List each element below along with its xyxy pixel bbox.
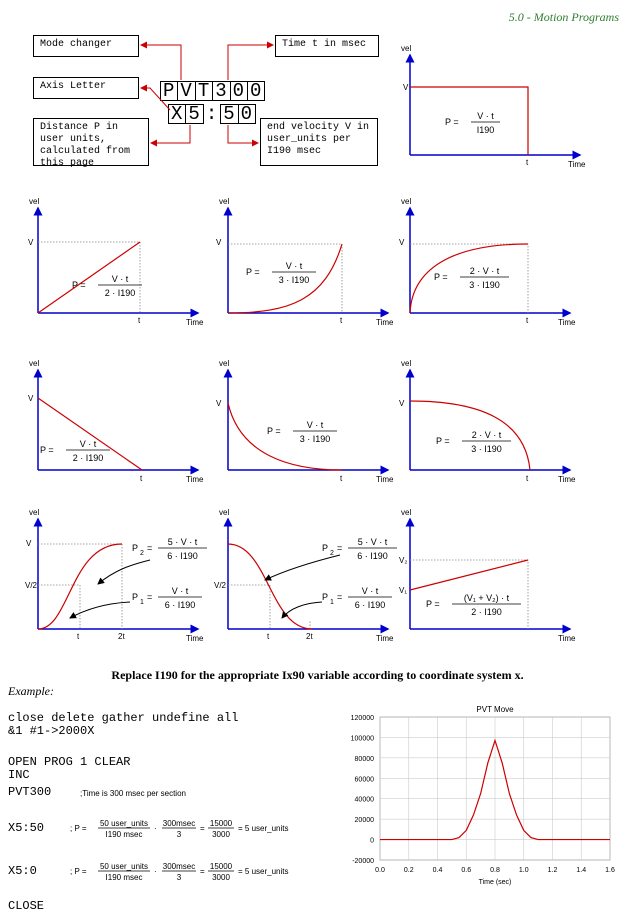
t-label: t	[526, 316, 529, 325]
formula-den: 3 · I190	[469, 280, 500, 290]
formula-p10	[426, 593, 521, 617]
vel-label: vel	[29, 359, 40, 368]
v-half-label: V/2	[214, 581, 227, 590]
replace-note: Replace I190 for the appropriate Ix90 variable according to coordinate system x.	[111, 668, 524, 682]
formula-lhs: P	[322, 543, 329, 553]
formula-den: 3 · I190	[471, 444, 502, 454]
graph-decel-up	[399, 197, 576, 327]
calc-op: ·	[154, 824, 157, 833]
two-t-label: 2t	[118, 632, 125, 641]
graph-accel-down	[399, 359, 576, 484]
arrow-p1	[70, 602, 130, 618]
v-label: V	[26, 539, 32, 548]
cmd-char: 5	[220, 104, 238, 124]
code-line-5: PVT300	[8, 785, 52, 799]
formula-lhs: P =	[267, 426, 281, 436]
vel-label: vel	[401, 44, 412, 53]
y-tick-label: 120000	[350, 715, 374, 722]
formula-lhs: P	[322, 592, 329, 602]
calc-num: 50 user_units	[99, 862, 149, 871]
calc-num: 50 user_units	[99, 819, 149, 828]
formula-lhs: P =	[436, 436, 450, 446]
calc-num: 300msec	[162, 819, 196, 828]
formula-num: V · t	[79, 439, 97, 449]
time-label: Time	[186, 634, 204, 643]
y-tick-label: 40000	[354, 796, 374, 804]
arrow-p2	[265, 555, 340, 580]
code-line-7: X5:0	[8, 864, 37, 878]
formula-sub: 1	[330, 599, 334, 606]
vel-label: vel	[219, 197, 230, 206]
graph-s-curve-down	[214, 508, 397, 643]
x-tick-label: 1.2	[547, 867, 558, 874]
formula-den: I190	[476, 125, 495, 135]
cmd-char: 0	[230, 81, 248, 101]
x-tick-label: 0.6	[461, 867, 472, 874]
formula-den: 6 · I190	[354, 600, 386, 610]
y-tick-label: 100000	[350, 735, 374, 743]
x-tick-label: 0.2	[403, 867, 414, 874]
t-label: t	[526, 474, 529, 483]
t-label: t	[77, 632, 80, 641]
formula-lhs: P =	[246, 267, 260, 277]
formula-p6	[267, 420, 337, 444]
calc-num: 15000	[209, 862, 233, 871]
vel-label: vel	[401, 359, 412, 368]
t-label: t	[138, 316, 141, 325]
formula-p4	[434, 266, 509, 290]
formula-p9b	[322, 586, 392, 610]
formula-den: 2 · I190	[72, 453, 104, 463]
v-label: V	[399, 399, 405, 408]
y-tick-label: 0	[370, 837, 374, 845]
vel-label: vel	[401, 197, 412, 206]
guide-line	[38, 585, 80, 629]
y-tick-label: 80000	[354, 755, 374, 763]
graph-ramp-up	[28, 197, 204, 327]
code-line-8: CLOSE	[8, 899, 45, 913]
formula-sub: 2	[140, 550, 144, 557]
formula-lhs: P =	[426, 599, 440, 609]
example-label: Example:	[8, 684, 54, 698]
cmd-char: X	[168, 104, 186, 124]
graph-constant	[401, 44, 586, 169]
t-label: t	[267, 632, 270, 641]
v2-label: V₂	[399, 556, 408, 565]
v-label: V	[403, 83, 409, 92]
code-line-1: close delete gather undefine all	[8, 711, 239, 725]
cmd-char: P	[160, 81, 178, 101]
y-tick-label: 20000	[354, 817, 374, 825]
x-tick-label: 0.8	[490, 867, 500, 874]
code-line-6: X5:50	[8, 821, 45, 835]
time-label: Time	[376, 475, 394, 484]
v-half-label: V/2	[25, 581, 38, 590]
velocity-curve	[410, 401, 530, 470]
time-label: Time	[376, 318, 394, 327]
x-tick-label: 1.6	[605, 867, 615, 874]
cmd-char: 0	[247, 81, 265, 101]
code-line-2: &1 #1->2000X	[8, 724, 95, 738]
graph-s-curve-up	[25, 508, 207, 643]
v-label: V	[28, 238, 34, 247]
formula-num: V · t	[306, 420, 324, 430]
calc-den: 3	[176, 830, 182, 839]
formula-p1	[445, 111, 500, 135]
vel-label: vel	[29, 197, 40, 206]
velocity-curve	[410, 560, 528, 590]
formula-den: 2 · I190	[471, 607, 502, 617]
formula-p8b	[132, 586, 202, 610]
calc-text: ; P =	[70, 867, 87, 876]
t-label: t	[140, 474, 143, 483]
x-tick-label: 1.4	[576, 867, 587, 874]
mode-changer-label: Mode changer	[40, 39, 113, 50]
formula-num: 2 · V · t	[469, 266, 500, 276]
formula-lhs: P =	[72, 280, 86, 290]
time-label: Time	[558, 475, 576, 484]
formula-num: V · t	[477, 111, 494, 121]
formula-p8a	[132, 537, 207, 561]
calc-den: I190 msec	[105, 873, 143, 882]
pvt-move-chart	[335, 703, 625, 895]
formula-lhs: P =	[445, 117, 459, 127]
formula-p9a	[322, 537, 397, 561]
v-label: V	[216, 399, 222, 408]
velocity-label: end velocity V in user_units per I190 msec	[267, 122, 370, 157]
formula-eq: =	[147, 543, 153, 553]
calc-den: 3000	[212, 873, 230, 882]
formula-num: V · t	[285, 261, 303, 271]
time-label: Time t in msec	[282, 39, 367, 50]
formula-den: 6 · I190	[167, 551, 198, 561]
formula-num: (V₁ + V₂) · t	[463, 593, 510, 603]
calc-den: 3	[176, 873, 182, 882]
velocity-curve	[410, 87, 528, 155]
graph-linear-change	[399, 508, 576, 643]
formula-den: 2 · I190	[104, 288, 136, 298]
calc-row-1	[70, 819, 288, 839]
t-label: t	[526, 158, 529, 167]
graph-accel-up	[216, 197, 394, 327]
formula-num: 5 · V · t	[357, 537, 388, 547]
time-label: Time	[568, 160, 586, 169]
calc-den: 3000	[212, 830, 230, 839]
formula-p3	[246, 261, 316, 285]
calc-formulas	[70, 812, 320, 892]
formula-lhs: P	[132, 543, 139, 553]
arrow-p2	[98, 560, 150, 584]
formula-den: 3 · I190	[299, 434, 331, 444]
v1-label: V₁	[399, 586, 408, 595]
v-label: V	[399, 238, 405, 247]
vel-label: vel	[401, 508, 412, 517]
vel-label: vel	[219, 508, 230, 517]
arrow-p1	[282, 602, 322, 618]
distance-label: Distance P in user units, calculated from this page	[40, 122, 131, 169]
calc-op: =	[200, 867, 205, 876]
guide-line	[410, 244, 528, 313]
x-axis-label: Time (sec)	[478, 879, 512, 886]
formula-p7	[436, 430, 511, 454]
formula-eq: =	[337, 592, 343, 602]
code-comment: ;Time is 300 msec per section	[80, 789, 186, 798]
formula-eq: =	[337, 543, 343, 553]
cmd-char: T	[195, 81, 213, 101]
graph-ramp-down	[28, 359, 204, 484]
calc-op: =	[200, 824, 205, 833]
formula-num: V · t	[361, 586, 379, 596]
formula-sub: 2	[330, 550, 334, 557]
time-label: Time	[186, 475, 204, 484]
calc-text: = 5 user_units	[238, 824, 289, 833]
calc-text: ; P =	[70, 824, 87, 833]
t-label: t	[340, 474, 343, 483]
formula-p5	[40, 439, 110, 463]
v-label: V	[28, 394, 34, 403]
formula-lhs: P	[132, 592, 139, 602]
axis-letter-label: Axis Letter	[40, 81, 107, 92]
velocity-curve	[410, 244, 528, 313]
formula-den: 6 · I190	[357, 551, 388, 561]
vel-label: vel	[219, 359, 230, 368]
calc-text: = 5 user_units	[238, 867, 289, 876]
page-header: 5.0 - Motion Programs	[508, 10, 619, 24]
formula-lhs: P =	[434, 272, 448, 282]
formula-num: 2 · V · t	[471, 430, 502, 440]
time-label: Time	[558, 318, 576, 327]
formula-den: 6 · I190	[164, 600, 196, 610]
formula-eq: =	[147, 592, 153, 602]
time-label: Time	[186, 318, 204, 327]
graph-decel-down	[216, 359, 394, 484]
formula-num: V · t	[111, 274, 129, 284]
cmd-char: V	[177, 81, 195, 101]
time-label: Time	[376, 634, 394, 643]
calc-row-2	[70, 862, 288, 882]
vel-label: vel	[29, 508, 40, 517]
cmd-char: 0	[238, 104, 256, 124]
x-tick-label: 0.0	[375, 867, 385, 874]
guide-line	[228, 585, 270, 629]
t-label: t	[340, 316, 343, 325]
x-tick-label: 0.4	[432, 867, 443, 874]
code-line-4: INC	[8, 768, 30, 782]
chart-title: PVT Move	[476, 705, 514, 714]
calc-op: ·	[154, 867, 157, 876]
two-t-label: 2t	[306, 632, 313, 641]
y-tick-label: 60000	[354, 776, 374, 784]
time-label: Time	[558, 634, 576, 643]
y-tick-label: -20000	[352, 858, 374, 865]
formula-den: 3 · I190	[278, 275, 310, 285]
formula-sub: 1	[140, 599, 144, 606]
calc-den: I190 msec	[105, 830, 143, 839]
cmd-char: :	[205, 103, 219, 125]
x-tick-label: 1.0	[518, 867, 529, 874]
formula-p2	[72, 274, 142, 298]
code-line-3: OPEN PROG 1 CLEAR	[8, 755, 131, 769]
formula-num: V · t	[171, 586, 189, 596]
calc-num: 15000	[209, 819, 233, 828]
cmd-char: 5	[185, 104, 203, 124]
formula-lhs: P =	[40, 445, 54, 455]
v-label: V	[216, 238, 222, 247]
cmd-char: 3	[212, 81, 230, 101]
formula-num: 5 · V · t	[167, 537, 198, 547]
calc-num: 300msec	[162, 862, 196, 871]
